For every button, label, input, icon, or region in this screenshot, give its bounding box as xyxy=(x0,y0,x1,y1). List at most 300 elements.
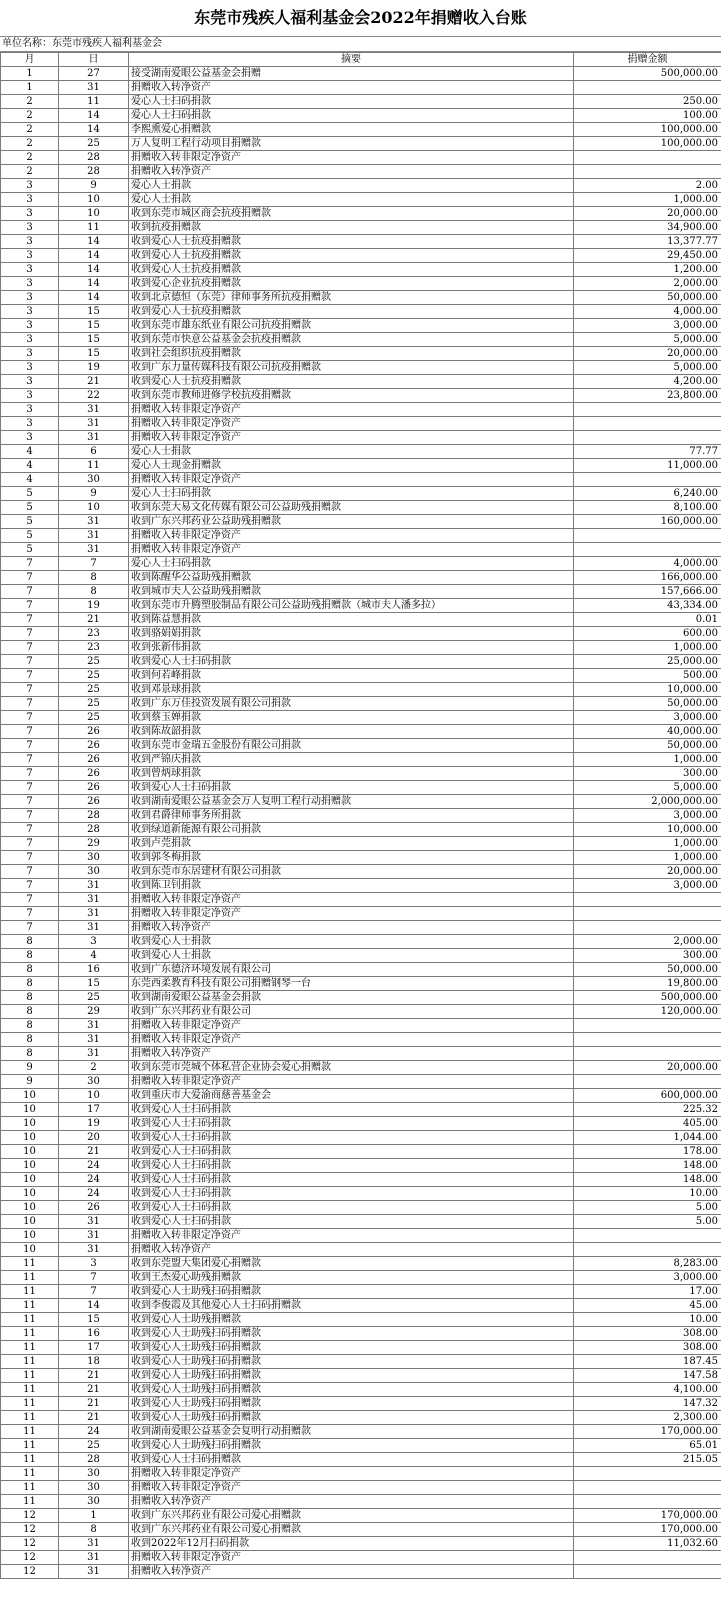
cell-day: 25 xyxy=(59,655,129,669)
cell-summary: 收到爱心人士抗疫捐赠款 xyxy=(129,305,574,319)
table-row xyxy=(1,669,721,683)
cell-month: 7 xyxy=(1,865,59,879)
cell-month: 11 xyxy=(1,1257,59,1271)
cell-amount xyxy=(574,1565,721,1579)
cell-summary: 捐赠收入转净资产 xyxy=(129,81,574,95)
cell-day: 28 xyxy=(59,823,129,837)
cell-summary: 捐赠收入转非限定净资产 xyxy=(129,431,574,445)
table-row xyxy=(1,1495,721,1509)
cell-month: 2 xyxy=(1,165,59,179)
unit-name: 单位名称：东莞市残疾人福利基金会 xyxy=(0,36,721,52)
table-row xyxy=(1,1033,721,1047)
cell-month: 3 xyxy=(1,249,59,263)
cell-summary: 收到广东兴邦药业公益助残捐赠款 xyxy=(129,515,574,529)
cell-summary: 捐赠收入转非限定净资产 xyxy=(129,417,574,431)
cell-amount: 148.00 xyxy=(574,1159,721,1173)
table-row xyxy=(1,613,721,627)
cell-month: 8 xyxy=(1,1019,59,1033)
table-row xyxy=(1,1173,721,1187)
cell-day: 25 xyxy=(59,669,129,683)
cell-summary: 捐赠收入转非限定净资产 xyxy=(129,1033,574,1047)
cell-amount: 3,000.00 xyxy=(574,809,721,823)
cell-amount: 10.00 xyxy=(574,1187,721,1201)
cell-summary: 收到陈益慧捐款 xyxy=(129,613,574,627)
cell-amount: 17.00 xyxy=(574,1285,721,1299)
cell-amount: 3,000.00 xyxy=(574,879,721,893)
table-row xyxy=(1,809,721,823)
cell-summary: 收到爱心人士捐款 xyxy=(129,949,574,963)
cell-amount: 20,000.00 xyxy=(574,207,721,221)
cell-day: 17 xyxy=(59,1341,129,1355)
table-row xyxy=(1,459,721,473)
cell-amount: 6,240.00 xyxy=(574,487,721,501)
cell-summary: 收到爱心人士扫码捐款 xyxy=(129,1201,574,1215)
cell-day: 9 xyxy=(59,179,129,193)
table-row xyxy=(1,1425,721,1439)
cell-summary: 收到抗疫捐赠款 xyxy=(129,221,574,235)
cell-summary: 爱心人士捐款 xyxy=(129,445,574,459)
cell-month: 10 xyxy=(1,1215,59,1229)
cell-amount: 500.00 xyxy=(574,669,721,683)
cell-summary: 收到东莞市东居建材有限公司捐款 xyxy=(129,865,574,879)
cell-month: 1 xyxy=(1,67,59,81)
cell-summary: 收到爱心人士扫码捐款 xyxy=(129,1145,574,1159)
cell-summary: 东莞西柔教育科技有限公司捐赠钢琴一台 xyxy=(129,977,574,991)
table-row xyxy=(1,305,721,319)
cell-summary: 收到湖南爱眼公益基金会万人复明工程行动捐赠款 xyxy=(129,795,574,809)
cell-amount: 5,000.00 xyxy=(574,361,721,375)
cell-summary: 捐赠收入转非限定净资产 xyxy=(129,403,574,417)
cell-day: 22 xyxy=(59,389,129,403)
cell-summary: 收到重庆市大爱渝商慈善基金会 xyxy=(129,1089,574,1103)
cell-month: 7 xyxy=(1,837,59,851)
cell-summary: 爱心人士扫码捐款 xyxy=(129,109,574,123)
cell-month: 5 xyxy=(1,501,59,515)
table-row xyxy=(1,851,721,865)
cell-amount xyxy=(574,907,721,921)
cell-day: 31 xyxy=(59,1047,129,1061)
table-row xyxy=(1,1523,721,1537)
cell-summary: 收到骆娟娟捐款 xyxy=(129,627,574,641)
cell-day: 21 xyxy=(59,1411,129,1425)
table-row xyxy=(1,375,721,389)
cell-amount: 147.58 xyxy=(574,1369,721,1383)
cell-month: 7 xyxy=(1,711,59,725)
table-row xyxy=(1,1383,721,1397)
cell-summary: 收到爱心人士扫码捐款 xyxy=(129,1117,574,1131)
cell-amount: 50,000.00 xyxy=(574,697,721,711)
cell-month: 7 xyxy=(1,585,59,599)
table-row xyxy=(1,1061,721,1075)
cell-summary: 收到东莞市雄东纸业有限公司抗疫捐赠款 xyxy=(129,319,574,333)
cell-month: 4 xyxy=(1,473,59,487)
cell-summary: 收到爱心人士助残扫码捐赠款 xyxy=(129,1439,574,1453)
cell-day: 8 xyxy=(59,1523,129,1537)
cell-month: 7 xyxy=(1,781,59,795)
table-row xyxy=(1,557,721,571)
cell-summary: 万人复明工程行动项目捐赠款 xyxy=(129,137,574,151)
table-row xyxy=(1,193,721,207)
cell-month: 3 xyxy=(1,319,59,333)
cell-day: 11 xyxy=(59,95,129,109)
cell-summary: 李熙熏爱心捐赠款 xyxy=(129,123,574,137)
table-row xyxy=(1,1201,721,1215)
cell-summary: 捐赠收入转非限定净资产 xyxy=(129,1019,574,1033)
cell-month: 11 xyxy=(1,1369,59,1383)
table-row xyxy=(1,627,721,641)
table-row xyxy=(1,767,721,781)
cell-month: 10 xyxy=(1,1103,59,1117)
cell-month: 7 xyxy=(1,599,59,613)
cell-day: 7 xyxy=(59,1271,129,1285)
cell-month: 3 xyxy=(1,277,59,291)
cell-amount: 166,000.00 xyxy=(574,571,721,585)
cell-summary: 收到东莞市莞城个体私营企业协会爱心捐赠款 xyxy=(129,1061,574,1075)
cell-day: 15 xyxy=(59,977,129,991)
cell-amount: 160,000.00 xyxy=(574,515,721,529)
cell-amount: 1,000.00 xyxy=(574,193,721,207)
cell-day: 10 xyxy=(59,501,129,515)
cell-amount: 25,000.00 xyxy=(574,655,721,669)
cell-amount xyxy=(574,1243,721,1257)
table-row xyxy=(1,95,721,109)
cell-summary: 收到广东兴邦药业有限公司爱心捐赠款 xyxy=(129,1509,574,1523)
cell-amount: 19,800.00 xyxy=(574,977,721,991)
cell-amount: 40,000.00 xyxy=(574,725,721,739)
cell-day: 31 xyxy=(59,515,129,529)
cell-day: 31 xyxy=(59,81,129,95)
cell-day: 26 xyxy=(59,767,129,781)
cell-amount: 170,000.00 xyxy=(574,1425,721,1439)
cell-day: 14 xyxy=(59,263,129,277)
cell-month: 12 xyxy=(1,1537,59,1551)
cell-amount: 2,000.00 xyxy=(574,277,721,291)
table-row xyxy=(1,1313,721,1327)
cell-summary: 收到广东万佳投资发展有限公司捐款 xyxy=(129,697,574,711)
cell-day: 25 xyxy=(59,697,129,711)
cell-amount xyxy=(574,1075,721,1089)
cell-amount xyxy=(574,1481,721,1495)
table-row xyxy=(1,1299,721,1313)
cell-month: 7 xyxy=(1,669,59,683)
cell-summary: 收到郭冬梅捐款 xyxy=(129,851,574,865)
cell-summary: 收到爱心人士抗疫捐赠款 xyxy=(129,375,574,389)
table-row xyxy=(1,1551,721,1565)
table-row xyxy=(1,1467,721,1481)
cell-summary: 收到东莞大易文化传媒有限公司公益助残捐赠款 xyxy=(129,501,574,515)
cell-month: 5 xyxy=(1,515,59,529)
cell-summary: 爱心人士现金捐赠款 xyxy=(129,459,574,473)
table-row xyxy=(1,1229,721,1243)
table-row xyxy=(1,1481,721,1495)
table-row xyxy=(1,1509,721,1523)
cell-day: 21 xyxy=(59,1397,129,1411)
cell-amount: 5.00 xyxy=(574,1201,721,1215)
table-row xyxy=(1,1537,721,1551)
cell-amount: 157,666.00 xyxy=(574,585,721,599)
cell-day: 21 xyxy=(59,1383,129,1397)
cell-amount: 1,000.00 xyxy=(574,837,721,851)
cell-day: 24 xyxy=(59,1173,129,1187)
cell-summary: 收到严锦庆捐款 xyxy=(129,753,574,767)
cell-day: 16 xyxy=(59,963,129,977)
cell-day: 26 xyxy=(59,753,129,767)
cell-month: 11 xyxy=(1,1383,59,1397)
cell-day: 24 xyxy=(59,1187,129,1201)
table-row xyxy=(1,487,721,501)
cell-day: 19 xyxy=(59,1117,129,1131)
cell-day: 25 xyxy=(59,683,129,697)
cell-day: 31 xyxy=(59,1565,129,1579)
cell-summary: 收到李俊霞及其他爱心人士扫码捐赠款 xyxy=(129,1299,574,1313)
cell-day: 28 xyxy=(59,1453,129,1467)
cell-month: 7 xyxy=(1,725,59,739)
cell-day: 3 xyxy=(59,935,129,949)
cell-summary: 收到曾炳球捐款 xyxy=(129,767,574,781)
cell-day: 21 xyxy=(59,375,129,389)
cell-summary: 收到君爵律师事务所捐款 xyxy=(129,809,574,823)
cell-month: 3 xyxy=(1,207,59,221)
cell-summary: 收到爱心人士助残扫码捐赠款 xyxy=(129,1383,574,1397)
cell-amount: 5.00 xyxy=(574,1215,721,1229)
table-row xyxy=(1,739,721,753)
cell-month: 7 xyxy=(1,739,59,753)
table-row xyxy=(1,1369,721,1383)
cell-month: 10 xyxy=(1,1201,59,1215)
cell-day: 26 xyxy=(59,1201,129,1215)
cell-day: 17 xyxy=(59,1103,129,1117)
cell-month: 7 xyxy=(1,641,59,655)
cell-summary: 捐赠收入转非限定净资产 xyxy=(129,907,574,921)
cell-summary: 收到爱心人士抗疫捐赠款 xyxy=(129,263,574,277)
cell-summary: 收到东莞市快意公益基金会抗疫捐赠款 xyxy=(129,333,574,347)
cell-amount xyxy=(574,1019,721,1033)
cell-summary: 收到爱心人士助残扫码捐赠款 xyxy=(129,1341,574,1355)
cell-month: 3 xyxy=(1,305,59,319)
cell-summary: 收到爱心人士助残扫码捐赠款 xyxy=(129,1285,574,1299)
cell-summary: 收到爱心人士助残捐赠款 xyxy=(129,1313,574,1327)
cell-day: 23 xyxy=(59,627,129,641)
cell-amount: 11,000.00 xyxy=(574,459,721,473)
cell-amount: 10.00 xyxy=(574,1313,721,1327)
cell-amount: 34,900.00 xyxy=(574,221,721,235)
cell-summary: 捐赠收入转非限定净资产 xyxy=(129,543,574,557)
cell-amount: 178.00 xyxy=(574,1145,721,1159)
cell-month: 7 xyxy=(1,571,59,585)
cell-summary: 捐赠收入转净资产 xyxy=(129,921,574,935)
table-row xyxy=(1,949,721,963)
table-row xyxy=(1,529,721,543)
table-row xyxy=(1,501,721,515)
table-row xyxy=(1,1243,721,1257)
table-row xyxy=(1,1215,721,1229)
cell-summary: 收到广东兴邦药业有限公司爱心捐赠款 xyxy=(129,1523,574,1537)
table-row xyxy=(1,977,721,991)
cell-amount xyxy=(574,403,721,417)
cell-day: 15 xyxy=(59,1313,129,1327)
cell-amount: 1,000.00 xyxy=(574,851,721,865)
cell-summary: 捐赠收入转净资产 xyxy=(129,1243,574,1257)
table-row xyxy=(1,1187,721,1201)
cell-summary: 收到爱心人士扫码捐款 xyxy=(129,1187,574,1201)
table-row xyxy=(1,81,721,95)
cell-summary: 收到东莞市城区商会抗疫捐赠款 xyxy=(129,207,574,221)
cell-day: 25 xyxy=(59,1439,129,1453)
cell-day: 31 xyxy=(59,543,129,557)
cell-month: 11 xyxy=(1,1327,59,1341)
table-row xyxy=(1,991,721,1005)
cell-month: 12 xyxy=(1,1565,59,1579)
cell-summary: 捐赠收入转非限定净资产 xyxy=(129,529,574,543)
cell-amount: 4,100.00 xyxy=(574,1383,721,1397)
table-row xyxy=(1,1565,721,1579)
table-row xyxy=(1,641,721,655)
cell-summary: 捐赠收入转非限定净资产 xyxy=(129,1551,574,1565)
cell-summary: 收到社会组织抗疫捐赠款 xyxy=(129,347,574,361)
cell-summary: 收到爱心人士扫码捐赠款 xyxy=(129,1453,574,1467)
cell-day: 24 xyxy=(59,1159,129,1173)
table-row xyxy=(1,67,721,81)
cell-day: 6 xyxy=(59,445,129,459)
cell-summary: 收到爱心人士助残扫码捐赠款 xyxy=(129,1355,574,1369)
table-row xyxy=(1,389,721,403)
cell-day: 31 xyxy=(59,1033,129,1047)
table-row xyxy=(1,781,721,795)
table-row xyxy=(1,571,721,585)
cell-summary: 收到爱心人士助残扫码捐赠款 xyxy=(129,1369,574,1383)
cell-day: 30 xyxy=(59,865,129,879)
cell-summary: 收到绿道新能源有限公司捐款 xyxy=(129,823,574,837)
cell-summary: 收到陈醒华公益助残捐赠款 xyxy=(129,571,574,585)
cell-month: 12 xyxy=(1,1523,59,1537)
cell-day: 16 xyxy=(59,1327,129,1341)
cell-month: 11 xyxy=(1,1467,59,1481)
cell-amount: 1,044.00 xyxy=(574,1131,721,1145)
cell-day: 11 xyxy=(59,459,129,473)
table-row xyxy=(1,263,721,277)
cell-month: 10 xyxy=(1,1131,59,1145)
table-row xyxy=(1,753,721,767)
cell-month: 12 xyxy=(1,1551,59,1565)
cell-day: 30 xyxy=(59,1495,129,1509)
cell-day: 30 xyxy=(59,1467,129,1481)
cell-summary: 收到爱心企业抗疫捐赠款 xyxy=(129,277,574,291)
cell-day: 28 xyxy=(59,151,129,165)
cell-day: 31 xyxy=(59,403,129,417)
cell-day: 4 xyxy=(59,949,129,963)
cell-amount: 20,000.00 xyxy=(574,865,721,879)
cell-day: 8 xyxy=(59,585,129,599)
cell-day: 30 xyxy=(59,851,129,865)
cell-summary: 收到爱心人士捐款 xyxy=(129,935,574,949)
table-row xyxy=(1,249,721,263)
cell-summary: 捐赠收入转非限定净资产 xyxy=(129,893,574,907)
table-row xyxy=(1,333,721,347)
cell-day: 29 xyxy=(59,837,129,851)
cell-amount xyxy=(574,1229,721,1243)
cell-summary: 爱心人士捐款 xyxy=(129,179,574,193)
cell-month: 10 xyxy=(1,1187,59,1201)
cell-amount xyxy=(574,893,721,907)
cell-amount: 3,000.00 xyxy=(574,319,721,333)
cell-day: 31 xyxy=(59,1019,129,1033)
cell-day: 31 xyxy=(59,907,129,921)
cell-month: 7 xyxy=(1,557,59,571)
cell-month: 7 xyxy=(1,809,59,823)
table-row xyxy=(1,1131,721,1145)
cell-month: 11 xyxy=(1,1453,59,1467)
cell-month: 7 xyxy=(1,907,59,921)
cell-summary: 捐赠收入转净资产 xyxy=(129,1495,574,1509)
cell-day: 30 xyxy=(59,1481,129,1495)
cell-summary: 收到东莞盟大集团爱心捐赠款 xyxy=(129,1257,574,1271)
cell-month: 11 xyxy=(1,1411,59,1425)
cell-amount xyxy=(574,529,721,543)
cell-amount: 147.32 xyxy=(574,1397,721,1411)
cell-amount: 20,000.00 xyxy=(574,1061,721,1075)
cell-month: 7 xyxy=(1,753,59,767)
table-row xyxy=(1,907,721,921)
cell-month: 7 xyxy=(1,893,59,907)
cell-summary: 捐赠收入转非限定净资产 xyxy=(129,1229,574,1243)
cell-amount: 50,000.00 xyxy=(574,739,721,753)
cell-month: 11 xyxy=(1,1341,59,1355)
cell-amount: 45.00 xyxy=(574,1299,721,1313)
cell-amount: 4,000.00 xyxy=(574,305,721,319)
table-row xyxy=(1,361,721,375)
cell-summary: 捐赠收入转净资产 xyxy=(129,1047,574,1061)
cell-summary: 捐赠收入转非限定净资产 xyxy=(129,473,574,487)
cell-amount: 0.01 xyxy=(574,613,721,627)
cell-month: 8 xyxy=(1,935,59,949)
cell-summary: 接受湖南爱眼公益基金会捐赠 xyxy=(129,67,574,81)
cell-month: 3 xyxy=(1,179,59,193)
cell-day: 21 xyxy=(59,1369,129,1383)
table-row xyxy=(1,879,721,893)
cell-summary: 收到湖南爱眼公益基金会复明行动捐赠款 xyxy=(129,1425,574,1439)
cell-summary: 收到东莞市教师进修学校抗疫捐赠款 xyxy=(129,389,574,403)
cell-day: 25 xyxy=(59,137,129,151)
table-row xyxy=(1,865,721,879)
table-row xyxy=(1,1257,721,1271)
table-row xyxy=(1,235,721,249)
cell-amount: 100,000.00 xyxy=(574,123,721,137)
table-row xyxy=(1,837,721,851)
cell-amount: 43,334.00 xyxy=(574,599,721,613)
cell-month: 10 xyxy=(1,1159,59,1173)
cell-summary: 收到爱心人士扫码捐款 xyxy=(129,1215,574,1229)
table-row xyxy=(1,1453,721,1467)
cell-day: 31 xyxy=(59,1215,129,1229)
table-row xyxy=(1,165,721,179)
cell-day: 21 xyxy=(59,1145,129,1159)
cell-day: 24 xyxy=(59,1425,129,1439)
table-row xyxy=(1,1075,721,1089)
cell-month: 3 xyxy=(1,193,59,207)
cell-summary: 收到张新伟捐款 xyxy=(129,641,574,655)
cell-amount: 4,200.00 xyxy=(574,375,721,389)
cell-month: 3 xyxy=(1,221,59,235)
cell-day: 7 xyxy=(59,1285,129,1299)
cell-month: 7 xyxy=(1,767,59,781)
cell-month: 3 xyxy=(1,417,59,431)
table-row xyxy=(1,1397,721,1411)
cell-amount: 2,000.00 xyxy=(574,935,721,949)
cell-month: 3 xyxy=(1,361,59,375)
cell-day: 30 xyxy=(59,473,129,487)
cell-day: 14 xyxy=(59,291,129,305)
cell-amount: 500,000.00 xyxy=(574,991,721,1005)
